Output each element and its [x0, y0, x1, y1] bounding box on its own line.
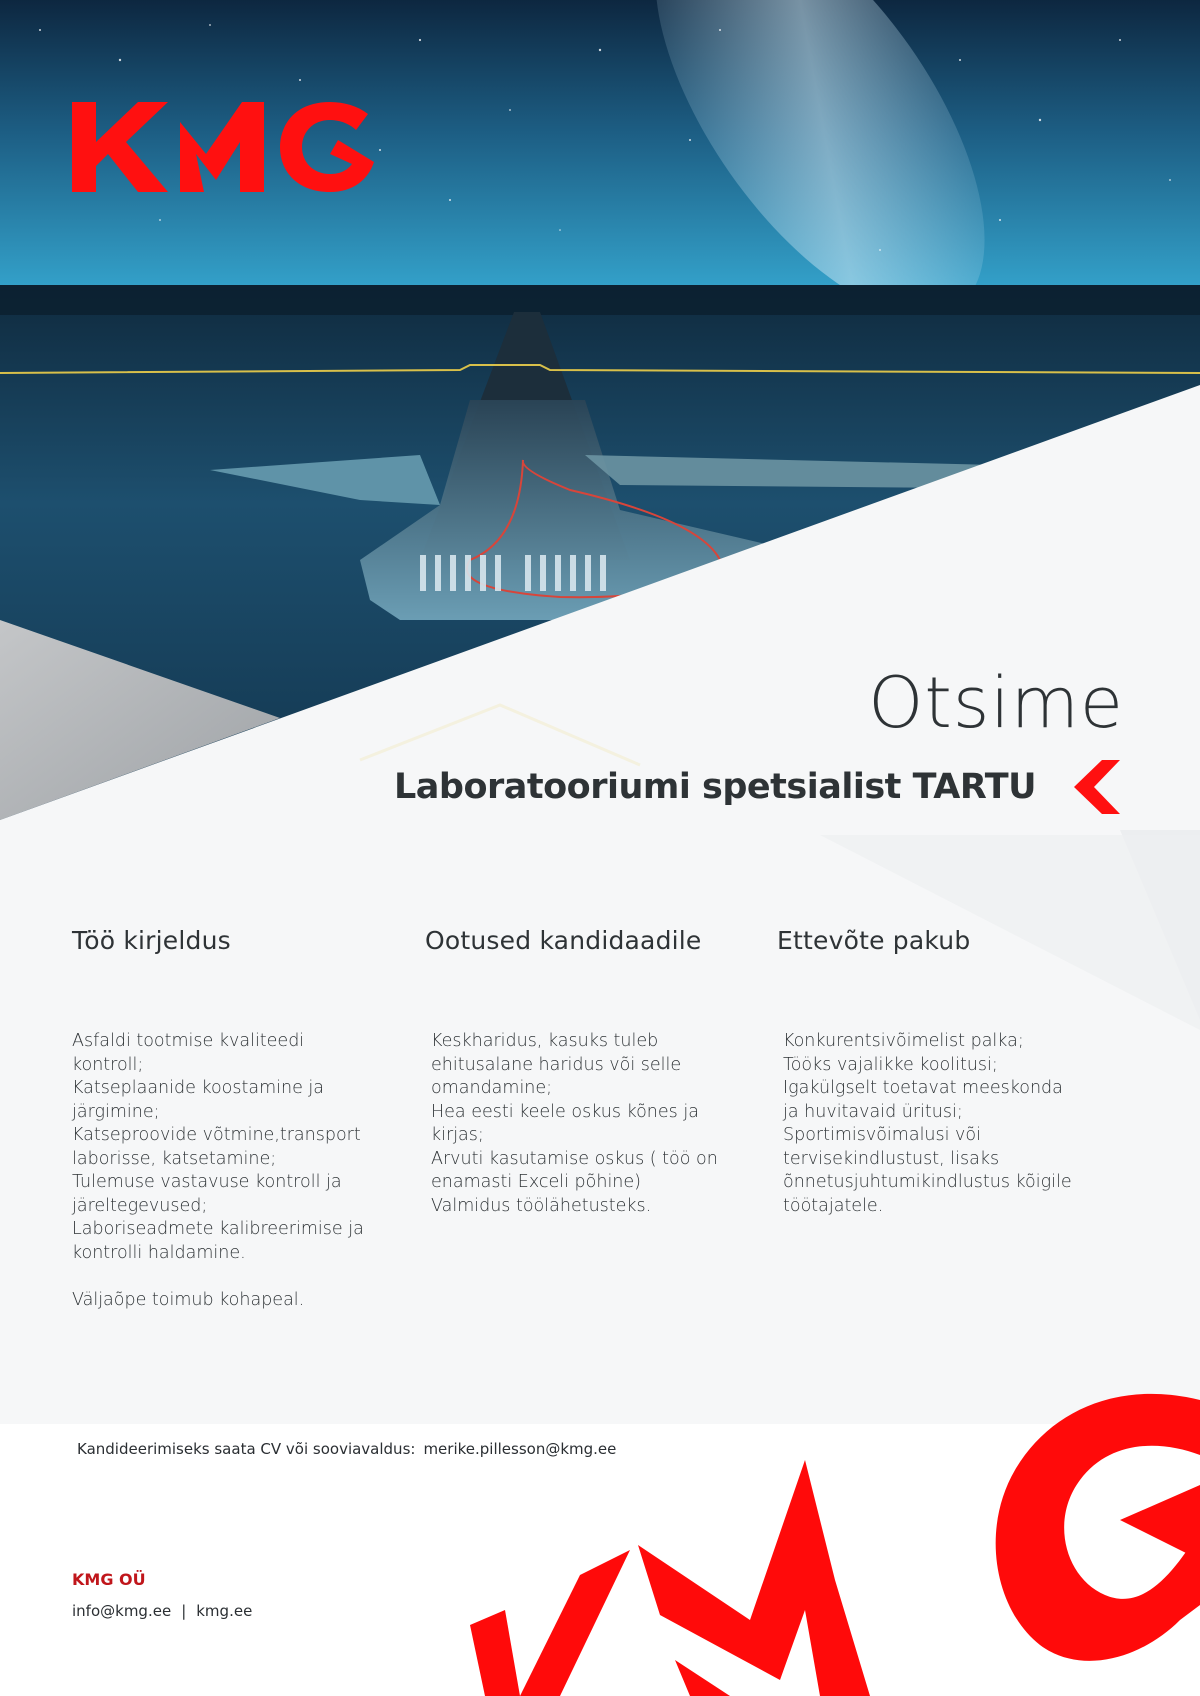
job-description-body: [72, 1030, 392, 1312]
spacer: [72, 1265, 392, 1289]
list-line: Konkurentsivõimelist palka;: [783, 1031, 1024, 1051]
list-line: kontroll;: [72, 1054, 144, 1075]
candidate-expectations-heading: Ootused kandidaadile: [425, 926, 702, 955]
list-line: kirjas;: [431, 1125, 484, 1145]
position-title: Laboratooriumi spetsialist TARTU: [394, 767, 1037, 807]
candidate-expectations-body: [431, 1030, 745, 1218]
chevron-left-icon: [1072, 758, 1122, 816]
company-contacts: [72, 1602, 252, 1620]
job-description-column: [72, 925, 392, 1312]
list-line: enamasti Exceli põhine): [431, 1172, 641, 1192]
job-description-heading: Töö kirjeldus: [72, 926, 231, 955]
list-line: tervisekindlustust, lisaks: [783, 1148, 1000, 1169]
candidate-expectations-column: [425, 925, 745, 1218]
list-line: järgimine;: [72, 1101, 160, 1122]
list-line: Tööks vajalikke koolitusi;: [783, 1054, 998, 1075]
company-offers-body: [783, 1030, 1097, 1218]
list-line: Hea eesti keele oskus kõnes ja: [431, 1101, 699, 1122]
list-line: Igakülgselt toetavat meeskonda: [783, 1078, 1063, 1098]
company-name: KMG OÜ: [72, 1570, 146, 1589]
list-line: Asfaldi tootmise kvaliteedi: [72, 1031, 305, 1051]
list-line: järeltegevused;: [72, 1195, 208, 1216]
list-line: õnnetusjuhtumikindlustus kõigile: [783, 1172, 1072, 1192]
list-line: laborisse, katsetamine;: [72, 1148, 277, 1169]
list-line: Laboriseadmete kalibreerimise ja: [72, 1219, 364, 1239]
list-line: Sportimisvõimalusi või: [783, 1125, 981, 1145]
list-line: Valmidus töölähetusteks.: [431, 1195, 652, 1216]
list-line: Katseproovide võtmine,transport: [72, 1125, 361, 1145]
separator: |: [181, 1602, 187, 1620]
list-line: kontrolli haldamine.: [72, 1242, 246, 1263]
apply-email-link[interactable]: merike.pillesson@kmg.ee: [423, 1440, 617, 1458]
list-line: ehitusalane haridus või selle: [431, 1054, 682, 1075]
list-line: Tulemuse vastavuse kontroll ja: [72, 1172, 342, 1192]
company-website-link[interactable]: kmg.ee: [196, 1602, 253, 1620]
list-line: Katseplaanide koostamine ja: [72, 1078, 324, 1098]
list-line: Arvuti kasutamise oskus ( töö on: [431, 1148, 718, 1169]
apply-label: Kandideerimiseks saata CV või sooviavaldus:: [77, 1440, 416, 1458]
list-line: ja huvitavaid üritusi;: [783, 1101, 963, 1122]
list-line: töötajatele.: [783, 1195, 884, 1216]
headline: Otsime: [868, 662, 1124, 744]
company-offers-heading: Ettevõte pakub: [777, 926, 971, 955]
company-offers-column: [777, 925, 1097, 1218]
training-note: Väljaõpe toimub kohapeal.: [72, 1289, 305, 1310]
list-line: omandamine;: [431, 1078, 553, 1098]
list-line: Keskharidus, kasuks tuleb: [431, 1031, 659, 1051]
kmg-logo: [68, 92, 386, 200]
company-email-link[interactable]: info@kmg.ee: [72, 1602, 172, 1620]
kmg-logo-large: [460, 1380, 1200, 1696]
